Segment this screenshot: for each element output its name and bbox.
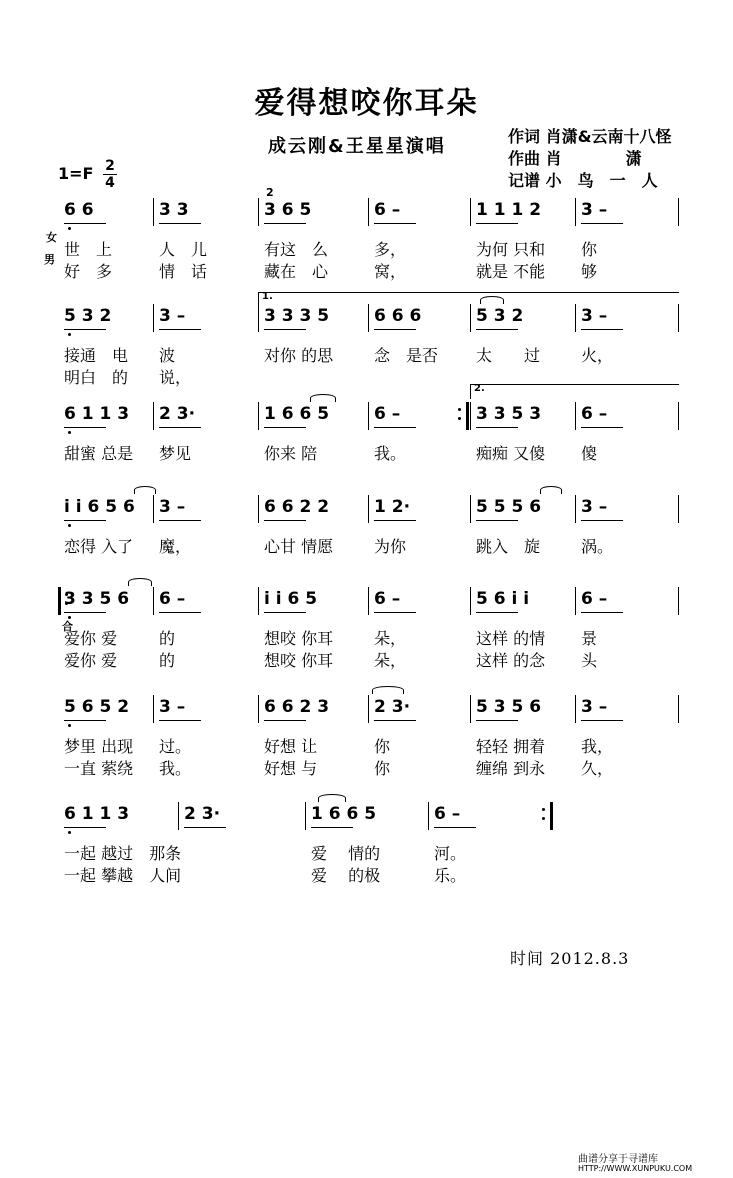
measure-notes: 6 6 2 2	[264, 497, 330, 517]
bar-line	[678, 587, 679, 615]
octave-dot	[68, 431, 71, 434]
lyric-line-1: 好想 让	[264, 737, 318, 756]
beat-underline	[64, 720, 106, 721]
beat-underline	[476, 223, 518, 224]
song-title: 爱得想咬你耳朵	[254, 86, 479, 121]
measure-notes: 3 –	[159, 497, 186, 517]
lyric-line-1: 这样 的情	[476, 629, 546, 648]
beat-underline	[374, 612, 416, 613]
bar-line	[575, 495, 576, 523]
octave-dot	[68, 831, 71, 834]
measure-notes: 5 3 2	[476, 306, 524, 326]
key-signature: 1=F	[58, 164, 94, 183]
measure-notes: 3 3 5 6	[64, 589, 130, 609]
beat-underline	[64, 827, 106, 828]
lyric-line-1: 梦见	[159, 444, 192, 463]
octave-dot	[68, 524, 71, 527]
lyric-line-2: 爱 的极	[311, 866, 381, 885]
beat-underline	[64, 223, 106, 224]
bar-line	[368, 402, 369, 430]
lyric-line-2: 就是 不能	[476, 262, 546, 281]
lyric-line-2: 想咬 你耳	[264, 651, 334, 670]
repeat-start-bar	[58, 587, 61, 615]
lyric-line-2: 情 话	[159, 262, 208, 281]
lyric-line-1: 景	[581, 629, 598, 648]
measure-notes: 6 –	[374, 200, 401, 220]
slur	[318, 794, 346, 802]
measure-notes: 2 3·	[159, 404, 196, 424]
measure-notes: 1 6 6 5	[311, 804, 377, 824]
lyric-line-1: 河。	[434, 844, 467, 863]
beat-underline	[374, 520, 416, 521]
lyric-line-1: 多，	[374, 240, 407, 259]
octave-dot	[68, 724, 71, 727]
bar-line	[550, 802, 553, 830]
bar-line	[368, 304, 369, 332]
lyric-line-1: 为何 只和	[476, 240, 546, 259]
bar-line	[428, 802, 429, 830]
lyric-line-1: 朵，	[374, 629, 407, 648]
beat-underline	[159, 720, 201, 721]
lyric-line-2: 乐。	[434, 866, 467, 885]
measure-notes: 6 6 2 3	[264, 697, 330, 717]
lyric-line-1: 爱你 爱	[64, 629, 118, 648]
bar-line	[470, 198, 471, 226]
measure-notes: i i 6 5	[264, 589, 318, 609]
lyric-line-1: 涡。	[581, 537, 614, 556]
lyric-line-1: 甜蜜 总是	[64, 444, 134, 463]
measure-notes: 3 –	[159, 697, 186, 717]
lyric-line-2: 头	[581, 651, 598, 670]
measure-notes: 6 1 1 3	[64, 404, 130, 424]
bar-line	[258, 198, 259, 226]
bar-line	[575, 695, 576, 723]
grace-note: 2	[266, 186, 274, 199]
beat-underline	[159, 520, 201, 521]
measure-notes: 2 3·	[374, 697, 411, 717]
lyric-line-1: 一起 越过 那条	[64, 844, 182, 863]
bar-line	[368, 587, 369, 615]
lyric-line-2: 说，	[159, 368, 192, 387]
measure-notes: 2 3·	[184, 804, 221, 824]
lyric-line-2: 明白 的	[64, 368, 129, 387]
lyric-line-2: 一直 萦绕	[64, 759, 134, 778]
lyric-line-1: 跳入 旋	[476, 537, 541, 556]
lyric-line-1: 念 是否	[374, 346, 439, 365]
measure-notes: 3 –	[581, 306, 608, 326]
measure-notes: 3 –	[159, 306, 186, 326]
slur	[134, 486, 156, 494]
beat-underline	[264, 720, 306, 721]
lyric-line-1: 魔，	[159, 537, 192, 556]
slur	[372, 686, 404, 694]
bar-line	[368, 198, 369, 226]
lyric-line-1: 波	[159, 346, 176, 365]
beat-underline	[64, 329, 106, 330]
female-tag: 女	[46, 231, 57, 244]
measure-notes: 3 6 5	[264, 200, 312, 220]
repeat-end-bar	[466, 402, 469, 430]
lyric-line-2: 的	[159, 651, 176, 670]
lyric-line-1: 太 过	[476, 346, 541, 365]
time-signature: 2 4	[103, 158, 117, 191]
measure-notes: 5 6 5 2	[64, 697, 130, 717]
beat-underline	[159, 223, 201, 224]
volta-number: 1.	[262, 291, 273, 302]
lyric-line-2: 我。	[159, 759, 192, 778]
measure-notes: 5 3 5 6	[476, 697, 542, 717]
lyric-line-1: 你	[581, 240, 598, 259]
beat-underline	[434, 827, 476, 828]
lyric-line-1: 梦里 出现	[64, 737, 134, 756]
bar-line	[470, 304, 471, 332]
bar-line	[153, 495, 154, 523]
bar-line	[305, 802, 306, 830]
lyric-line-1: 傻	[581, 444, 598, 463]
lyric-line-2: 你	[374, 759, 391, 778]
beat-underline	[184, 827, 226, 828]
bar-line	[470, 587, 471, 615]
bar-line	[678, 495, 679, 523]
lyric-line-2: 朵，	[374, 651, 407, 670]
bar-line	[678, 198, 679, 226]
beat-underline	[374, 329, 416, 330]
lyric-line-1: 爱 情的	[311, 844, 381, 863]
beat-underline	[264, 612, 306, 613]
bar-line	[258, 695, 259, 723]
measure-notes: 6 1 1 3	[64, 804, 130, 824]
slur	[540, 486, 562, 494]
lyric-line-1: 对你 的思	[264, 346, 334, 365]
lyric-line-1: 心甘 情愿	[264, 537, 334, 556]
slur	[480, 296, 504, 304]
lyric-line-2: 爱你 爱	[64, 651, 118, 670]
beat-underline	[581, 612, 623, 613]
measure-notes: 3 3 5 3	[476, 404, 542, 424]
measure-notes: 5 6 i i	[476, 589, 530, 609]
beat-underline	[476, 520, 518, 521]
lyric-line-2: 藏在 心	[264, 262, 329, 281]
bar-line	[258, 402, 259, 430]
beat-underline	[374, 427, 416, 428]
lyric-line-1: 痴痴 又傻	[476, 444, 546, 463]
measure-notes: 1 6 6 5	[264, 404, 330, 424]
lyric-line-2: 久，	[581, 759, 614, 778]
measure-notes: 1 1 1 2	[476, 200, 542, 220]
date: 时间 2012.8.3	[510, 949, 630, 968]
beat-underline	[264, 427, 306, 428]
bar-line	[258, 304, 259, 332]
lyric-line-1: 火，	[581, 346, 614, 365]
bar-line	[470, 695, 471, 723]
beat-underline	[476, 720, 518, 721]
bar-line	[178, 802, 179, 830]
bar-line	[153, 304, 154, 332]
beat-underline	[64, 520, 106, 521]
male-tag: 男	[44, 253, 55, 266]
bar-line	[368, 695, 369, 723]
lyric-line-1: 恋得 入了	[64, 537, 134, 556]
lyric-line-1: 世 上	[64, 240, 113, 259]
lyric-line-2: 窝，	[374, 262, 407, 281]
lyric-line-1: 的	[159, 629, 176, 648]
slur	[310, 394, 336, 402]
beat-underline	[476, 427, 518, 428]
notation-credit: 记谱 小 鸟 一 人	[508, 171, 658, 190]
bar-line	[153, 402, 154, 430]
bar-line	[470, 402, 471, 430]
beat-underline	[374, 223, 416, 224]
beat-underline	[581, 520, 623, 521]
bar-line	[678, 402, 679, 430]
bar-line	[678, 695, 679, 723]
lyric-line-2: 够	[581, 262, 598, 281]
measure-notes: 5 3 2	[64, 306, 112, 326]
bar-line	[258, 587, 259, 615]
measure-notes: 3 –	[581, 497, 608, 517]
lyric-line-1: 人 儿	[159, 240, 208, 259]
volta-bracket-2	[470, 384, 679, 399]
lyric-line-1: 你来 陪	[264, 444, 318, 463]
measure-notes: 3 3	[159, 200, 189, 220]
volta-bracket-1	[258, 292, 679, 307]
beat-underline	[581, 427, 623, 428]
lyric-line-1: 想咬 你耳	[264, 629, 334, 648]
measure-notes: 6 6 6	[374, 306, 422, 326]
lyric-line-2: 一起 攀越 人间	[64, 866, 182, 885]
measure-notes: 3 –	[581, 200, 608, 220]
beat-underline	[476, 612, 518, 613]
beat-underline	[159, 427, 201, 428]
bar-line	[153, 695, 154, 723]
bar-line	[470, 495, 471, 523]
bar-line	[678, 304, 679, 332]
beat-underline	[374, 720, 416, 721]
beat-underline	[476, 329, 518, 330]
lyric-line-1: 有这 么	[264, 240, 329, 259]
beat-underline	[159, 612, 201, 613]
lyric-line-1: 接通 电	[64, 346, 129, 365]
lyric-line-2: 这样 的念	[476, 651, 546, 670]
lyric-line-2: 好 多	[64, 262, 113, 281]
lyric-line-1: 过。	[159, 737, 192, 756]
lyric-line-1: 为你	[374, 537, 407, 556]
beat-underline	[264, 520, 306, 521]
measure-notes: 3 3 3 5	[264, 306, 330, 326]
lyric-line-1: 我，	[581, 737, 614, 756]
volta-number: 2.	[474, 383, 485, 394]
lyric-line-2: 好想 与	[264, 759, 318, 778]
measure-notes: 5 5 5 6	[476, 497, 542, 517]
bar-line	[368, 495, 369, 523]
bar-line	[153, 198, 154, 226]
beat-underline	[64, 612, 106, 613]
chorus-tag: 合	[62, 620, 73, 633]
singer: 成云刚&王星星演唱	[268, 136, 446, 157]
measure-notes: 6 –	[581, 404, 608, 424]
measure-notes: 1 2·	[374, 497, 411, 517]
beat-underline	[581, 720, 623, 721]
beat-underline	[64, 427, 106, 428]
beat-underline	[159, 329, 201, 330]
measure-notes: 6 –	[581, 589, 608, 609]
beat-underline	[264, 223, 306, 224]
composer-credit: 作曲 肖 潇	[508, 149, 642, 168]
octave-dot	[68, 227, 71, 230]
measure-notes: 6 –	[434, 804, 461, 824]
octave-dot	[68, 333, 71, 336]
lyric-line-1: 你	[374, 737, 391, 756]
measure-notes: 6 –	[374, 404, 401, 424]
beat-underline	[264, 329, 306, 330]
measure-notes: 3 –	[581, 697, 608, 717]
lyricist-credit: 作词 肖潇&云南十八怪	[508, 127, 672, 146]
bar-line	[575, 587, 576, 615]
bar-line	[575, 402, 576, 430]
measure-notes: 6 –	[374, 589, 401, 609]
bar-line	[258, 495, 259, 523]
lyric-line-2: 缠绵 到永	[476, 759, 546, 778]
beat-underline	[581, 329, 623, 330]
footer-site: 曲谱分享于寻谱库	[578, 1154, 658, 1165]
beat-underline	[581, 223, 623, 224]
measure-notes: 6 –	[159, 589, 186, 609]
bar-line	[575, 304, 576, 332]
lyric-line-1: 轻轻 拥着	[476, 737, 546, 756]
bar-line	[153, 587, 154, 615]
measure-notes: 6 6	[64, 200, 94, 220]
lyric-line-1: 我。	[374, 444, 407, 463]
measure-notes: i i 6 5 6	[64, 497, 135, 517]
slur	[128, 578, 152, 586]
footer-url: HTTP://WWW.XUNPUKU.COM	[578, 1164, 693, 1173]
bar-line	[575, 198, 576, 226]
beat-underline	[311, 827, 353, 828]
